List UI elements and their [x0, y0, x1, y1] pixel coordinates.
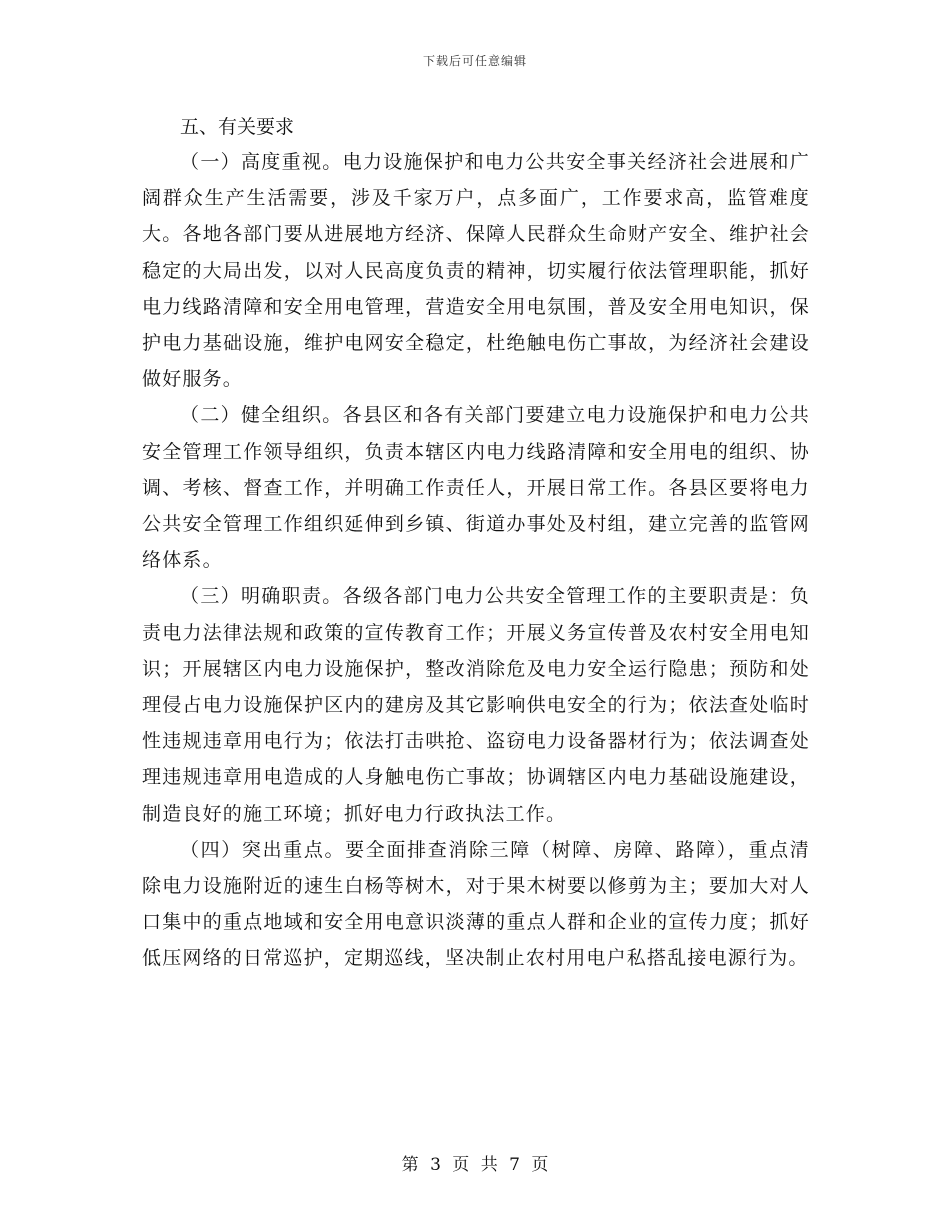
paragraph-priorities: （四）突出重点。要全面排查消除三障（树障、房障、路障），重点清除电力设施附近的速生白杨等树木，对于果木树要以修剪为主；要加大对人口集中的重点地域和安全用电意识淡薄的重点人群和企业的宣传力度；抓好低压网络的日常巡护，定期巡线，坚决制止农村用电户私搭乱接电源行为。 [142, 838, 810, 970]
paragraph-organization: （二）健全组织。各县区和各有关部门要建立电力设施保护和电力公共安全管理工作领导组织，负责本辖区内电力线路清障和安全用电的组织、协调、考核、督查工作，并明确工作责任人，开展日常工作。各县区要将电力公共安全管理工作组织延伸到乡镇、街道办事处及村组，建立完善的监管网络体系。 [142, 404, 810, 572]
paragraph-attention: （一）高度重视。电力设施保护和电力公共安全事关经济社会进展和广阔群众生产生活需要，涉及千家万户，点多面广，工作要求高，监管难度大。各地各部门要从进展地方经济、保障人民群众生命财产安全、维护社会稳定的大局出发，以对人民高度负责的精神，切实履行依法管理职能，抓好电力线路清障和安全用电管理，营造安全用电氛围，普及安全用电知识，保护电力基础设施，维护电网安全稳定，杜绝触电伤亡事故，为经济社会建设做好服务。 [142, 151, 810, 391]
section-heading: 五、有关要求 [180, 116, 295, 138]
page-number: 第 3 页 共 7 页 [401, 1155, 549, 1175]
paragraph-responsibilities: （三）明确职责。各级各部门电力公共安全管理工作的主要职责是：负责电力法律法规和政策的宣传教育工作；开展义务宣传普及农村安全用电知识；开展辖区内电力设施保护，整改消除危及电力安全运行隐患；预防和处理侵占电力设施保护区内的建房及其它影响供电安全的行为；依法查处临时性违规违章用电行为；依法打击哄抢、盗窃电力设备器材行为；依法调查处理违规违章用电造成的人身触电伤亡事故；协调辖区内电力基础设施建设，制造良好的施工环境；抓好电力行政执法工作。 [142, 585, 810, 825]
page-header-note: 下载后可任意编辑 [422, 54, 527, 68]
document-body [142, 110, 810, 977]
